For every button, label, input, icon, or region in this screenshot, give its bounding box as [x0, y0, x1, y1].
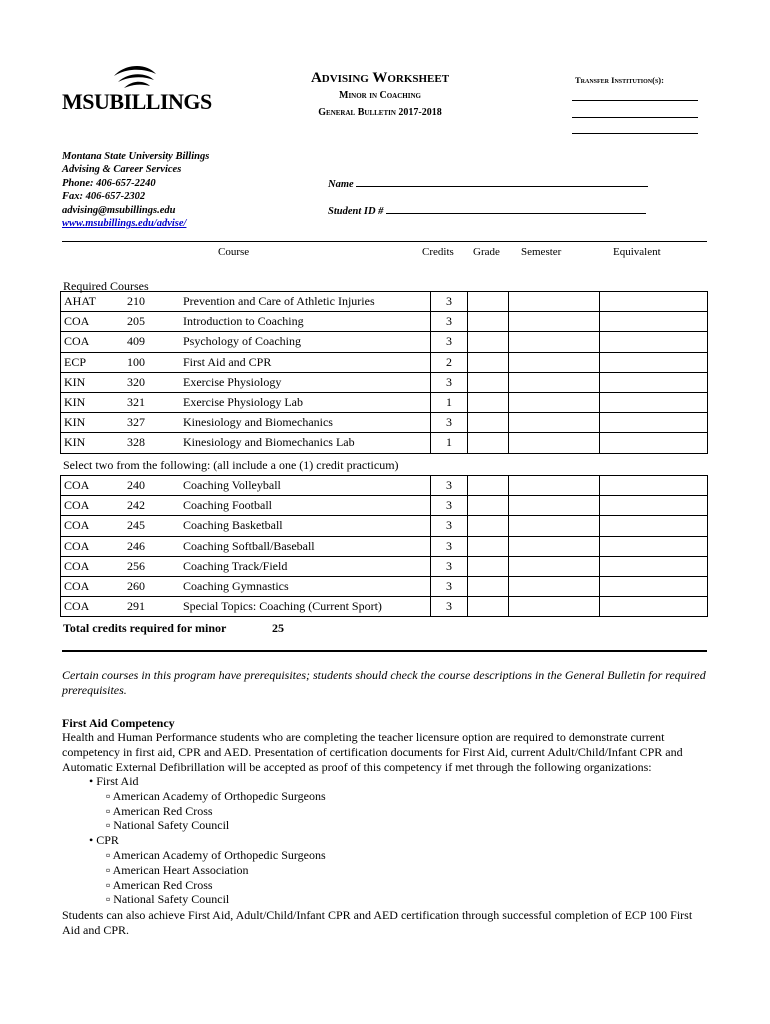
- course-title: Special Topics: Coaching (Current Sport): [180, 597, 431, 617]
- grade-cell[interactable]: [468, 433, 509, 453]
- table-row: [61, 476, 708, 496]
- subtitle-minor: Minor in Coaching: [339, 90, 421, 101]
- course-title: Coaching Softball/Baseball: [180, 536, 431, 556]
- student-id-input-line[interactable]: [386, 203, 646, 214]
- course-title: Kinesiology and Biomechanics: [180, 413, 431, 433]
- equivalent-cell[interactable]: [600, 536, 708, 556]
- equivalent-cell[interactable]: [600, 476, 708, 496]
- table-row: [61, 292, 708, 312]
- semester-cell[interactable]: [509, 372, 600, 392]
- first-aid-body: Health and Human Performance students who are completing the teacher licensure option are required to demonstrate current competency in first aid, CPR and AED. Presentation of certification documents for First Aid, current Adult/Child/Infant CPR and Automatic External Defibrillation will be accepted as proof of this competency if met through the following organizations:: [62, 730, 683, 774]
- course-credits: 1: [431, 392, 468, 412]
- required-courses-table: [60, 291, 708, 454]
- semester-cell[interactable]: [509, 413, 600, 433]
- col-credits: Credits: [422, 246, 454, 258]
- course-title: Exercise Physiology: [180, 372, 431, 392]
- table-row: [61, 312, 708, 332]
- course-credits: 3: [431, 332, 468, 352]
- list-item: ▫ American Academy of Orthopedic Surgeons: [106, 788, 326, 803]
- elective-heading: Select two from the following: (all include a one (1) credit practicum): [63, 458, 399, 472]
- course-number: 205: [124, 312, 180, 332]
- course-number: 210: [124, 292, 180, 312]
- transfer-line-1[interactable]: [572, 100, 698, 101]
- equivalent-cell[interactable]: [600, 496, 708, 516]
- course-prefix: COA: [61, 476, 125, 496]
- course-number: 260: [124, 576, 180, 596]
- course-credits: 3: [431, 597, 468, 617]
- contact-email: advising@msubillings.edu: [62, 204, 176, 216]
- table-row: [61, 332, 708, 352]
- table-row: [61, 413, 708, 433]
- header-rule: [62, 241, 707, 242]
- semester-cell[interactable]: [509, 332, 600, 352]
- equivalent-cell[interactable]: [600, 433, 708, 453]
- equivalent-cell[interactable]: [600, 576, 708, 596]
- elective-courses-table: [60, 475, 708, 617]
- equivalent-cell[interactable]: [600, 516, 708, 536]
- course-title: Coaching Volleyball: [180, 476, 431, 496]
- course-number: 245: [124, 516, 180, 536]
- course-number: 327: [124, 413, 180, 433]
- equivalent-cell[interactable]: [600, 292, 708, 312]
- course-prefix: COA: [61, 597, 125, 617]
- course-title: Psychology of Coaching: [180, 332, 431, 352]
- grade-cell[interactable]: [468, 516, 509, 536]
- prerequisite-note: Certain courses in this program have prerequisites; students should check the course descriptions in the General Bulletin for required prerequisites.: [62, 668, 706, 697]
- course-prefix: COA: [61, 496, 125, 516]
- table-row: [61, 597, 708, 617]
- table-row: [61, 352, 708, 372]
- course-number: 246: [124, 536, 180, 556]
- transfer-label: Transfer Institution(s):: [575, 75, 664, 85]
- grade-cell[interactable]: [468, 597, 509, 617]
- required-heading: Required Courses: [63, 279, 149, 293]
- course-credits: 3: [431, 476, 468, 496]
- equivalent-cell[interactable]: [600, 312, 708, 332]
- grade-cell[interactable]: [468, 576, 509, 596]
- course-credits: 3: [431, 536, 468, 556]
- course-title: Coaching Track/Field: [180, 556, 431, 576]
- course-prefix: COA: [61, 576, 125, 596]
- grade-cell[interactable]: [468, 536, 509, 556]
- advising-website-link[interactable]: www.msubillings.edu/advise/: [62, 218, 187, 230]
- equivalent-cell[interactable]: [600, 556, 708, 576]
- name-field: [328, 176, 648, 190]
- grade-cell[interactable]: [468, 352, 509, 372]
- col-grade: Grade: [473, 246, 500, 258]
- contact-block: [62, 150, 209, 230]
- course-credits: 1: [431, 433, 468, 453]
- semester-cell[interactable]: [509, 516, 600, 536]
- col-course: Course: [218, 246, 250, 258]
- equivalent-cell[interactable]: [600, 597, 708, 617]
- msub-logo: [62, 64, 212, 116]
- student-id-label: Student ID #: [328, 206, 384, 217]
- list-item: ▫ National Safety Council: [106, 892, 230, 907]
- equivalent-cell[interactable]: [600, 372, 708, 392]
- course-number: 320: [124, 372, 180, 392]
- table-row: [61, 536, 708, 556]
- course-number: 291: [124, 597, 180, 617]
- col-equivalent: Equivalent: [613, 246, 661, 258]
- contact-office: Advising & Career Services: [62, 164, 182, 176]
- grade-cell[interactable]: [468, 332, 509, 352]
- contact-university: Montana State University Billings: [62, 151, 210, 162]
- table-row: [61, 556, 708, 576]
- page-title: Advising Worksheet: [310, 70, 450, 86]
- list-item: ▫ American Red Cross: [106, 877, 213, 892]
- semester-cell[interactable]: [509, 496, 600, 516]
- semester-cell[interactable]: [509, 433, 600, 453]
- course-number: 100: [124, 352, 180, 372]
- table-row: [61, 516, 708, 536]
- course-prefix: ECP: [61, 352, 125, 372]
- semester-cell[interactable]: [509, 556, 600, 576]
- total-value: 25: [272, 621, 284, 635]
- student-id-field: [328, 203, 646, 217]
- logo-text: MSUBILLINGS: [62, 89, 212, 114]
- organization-list: [62, 774, 326, 907]
- grade-cell[interactable]: [468, 312, 509, 332]
- table-row: [61, 372, 708, 392]
- course-prefix: COA: [61, 516, 125, 536]
- grade-cell[interactable]: [468, 372, 509, 392]
- col-semester: Semester: [521, 246, 562, 258]
- course-credits: 3: [431, 576, 468, 596]
- course-number: 328: [124, 433, 180, 453]
- list-item: ▫ American Heart Association: [106, 862, 249, 877]
- transfer-line-3[interactable]: [572, 133, 698, 134]
- course-number: 242: [124, 496, 180, 516]
- grade-cell[interactable]: [468, 413, 509, 433]
- semester-cell[interactable]: [509, 312, 600, 332]
- course-prefix: AHAT: [61, 292, 125, 312]
- table-row: [61, 433, 708, 453]
- course-title: Exercise Physiology Lab: [180, 392, 431, 412]
- course-prefix: KIN: [61, 392, 125, 412]
- equivalent-cell[interactable]: [600, 352, 708, 372]
- course-prefix: COA: [61, 312, 125, 332]
- semester-cell[interactable]: [509, 476, 600, 496]
- contact-phone: Phone: 406-657-2240: [62, 177, 156, 189]
- table-row: [61, 392, 708, 412]
- grade-cell[interactable]: [468, 476, 509, 496]
- course-title: Coaching Gymnastics: [180, 576, 431, 596]
- course-title: Kinesiology and Biomechanics Lab: [180, 433, 431, 453]
- course-number: 409: [124, 332, 180, 352]
- course-title: Coaching Basketball: [180, 516, 431, 536]
- course-credits: 3: [431, 312, 468, 332]
- course-prefix: COA: [61, 332, 125, 352]
- course-title: Introduction to Coaching: [180, 312, 431, 332]
- list-group-cpr: • CPR: [89, 833, 119, 848]
- first-aid-closing: Students can also achieve First Aid, Adult/Child/Infant CPR and AED certification through successful completion of ECP 100 First Aid and CPR.: [62, 908, 693, 937]
- name-input-line[interactable]: [356, 176, 648, 187]
- course-credits: 2: [431, 352, 468, 372]
- list-item: ▫ National Safety Council: [106, 818, 230, 833]
- semester-cell[interactable]: [509, 576, 600, 596]
- course-prefix: COA: [61, 556, 125, 576]
- course-prefix: COA: [61, 536, 125, 556]
- semester-cell[interactable]: [509, 392, 600, 412]
- name-label: Name: [328, 179, 354, 190]
- semester-cell[interactable]: [509, 292, 600, 312]
- course-number: 321: [124, 392, 180, 412]
- list-item: ▫ American Academy of Orthopedic Surgeons: [106, 847, 326, 862]
- swoosh-icon: [110, 64, 158, 92]
- grade-cell[interactable]: [468, 292, 509, 312]
- course-credits: 3: [431, 292, 468, 312]
- course-credits: 3: [431, 372, 468, 392]
- table-row: [61, 496, 708, 516]
- semester-cell[interactable]: [509, 352, 600, 372]
- course-number: 240: [124, 476, 180, 496]
- semester-cell[interactable]: [509, 597, 600, 617]
- equivalent-cell[interactable]: [600, 332, 708, 352]
- equivalent-cell[interactable]: [600, 413, 708, 433]
- course-credits: 3: [431, 413, 468, 433]
- grade-cell[interactable]: [468, 496, 509, 516]
- course-title: Prevention and Care of Athletic Injuries: [180, 292, 431, 312]
- course-number: 256: [124, 556, 180, 576]
- total-label: Total credits required for minor: [63, 621, 227, 635]
- semester-cell[interactable]: [509, 536, 600, 556]
- course-credits: 3: [431, 556, 468, 576]
- course-credits: 3: [431, 516, 468, 536]
- course-prefix: KIN: [61, 433, 125, 453]
- first-aid-title: First Aid Competency: [62, 716, 175, 730]
- transfer-line-2[interactable]: [572, 117, 698, 118]
- list-item: ▫ American Red Cross: [106, 803, 213, 818]
- course-title: First Aid and CPR: [180, 352, 431, 372]
- course-prefix: KIN: [61, 372, 125, 392]
- equivalent-cell[interactable]: [600, 392, 708, 412]
- course-prefix: KIN: [61, 413, 125, 433]
- contact-fax: Fax: 406-657-2302: [62, 191, 146, 203]
- grade-cell[interactable]: [468, 392, 509, 412]
- section-divider: [62, 650, 707, 652]
- table-row: [61, 576, 708, 596]
- list-group-first-aid: • First Aid: [89, 774, 139, 788]
- course-credits: 3: [431, 496, 468, 516]
- grade-cell[interactable]: [468, 556, 509, 576]
- course-title: Coaching Football: [180, 496, 431, 516]
- subtitle-bulletin: General Bulletin 2017-2018: [318, 107, 442, 118]
